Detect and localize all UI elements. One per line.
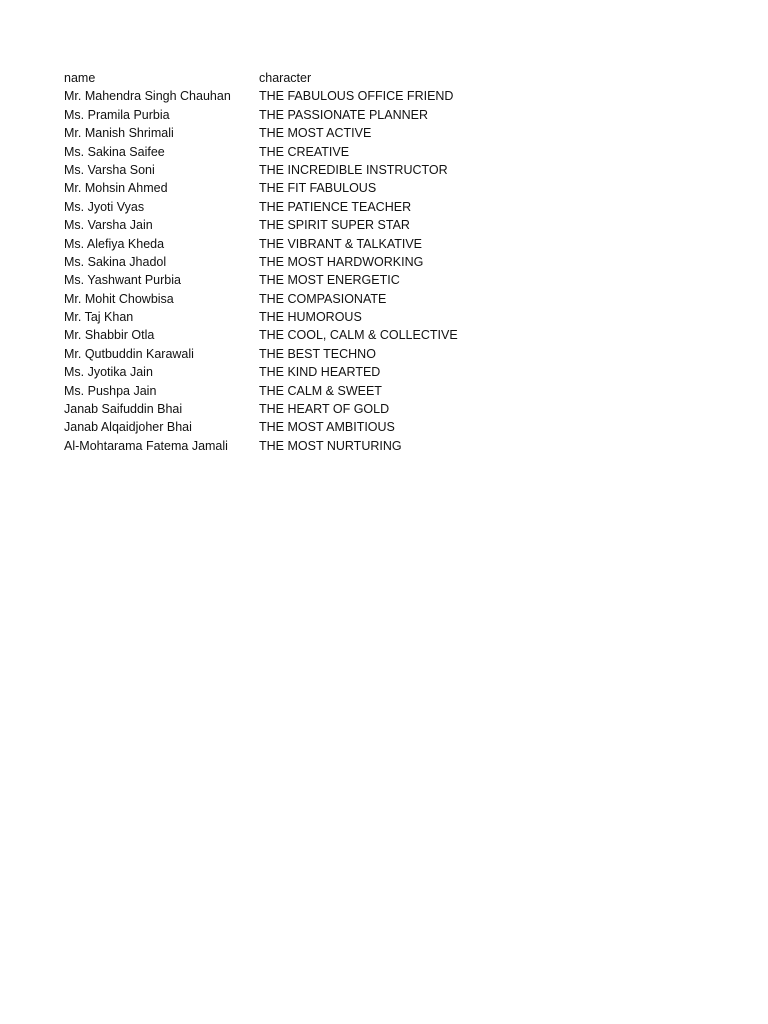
character-cell: THE MOST ENERGETIC <box>259 273 400 288</box>
header-row <box>64 69 704 87</box>
character-cell: THE KIND HEARTED <box>259 365 381 380</box>
table-row <box>64 235 704 253</box>
character-cell: THE HEART OF GOLD <box>259 402 390 417</box>
column-header-name: name <box>64 71 96 85</box>
table-row <box>64 345 704 363</box>
character-cell: THE COOL, CALM & COLLECTIVE <box>259 328 458 343</box>
table-row <box>64 253 704 271</box>
table-body <box>64 87 704 455</box>
table-row <box>64 437 704 455</box>
column-header-character: character <box>259 71 312 85</box>
table-row <box>64 308 704 326</box>
name-cell: Al-Mohtarama Fatema Jamali <box>64 438 228 453</box>
table-row <box>64 400 704 418</box>
table-row <box>64 124 704 142</box>
character-cell: THE INCREDIBLE INSTRUCTOR <box>259 162 448 177</box>
name-cell: Ms. Alefiya Kheda <box>64 236 165 251</box>
character-cell: THE PASSIONATE PLANNER <box>259 107 429 122</box>
table-row <box>64 418 704 436</box>
character-cell: THE COMPASIONATE <box>259 291 387 306</box>
character-cell: THE MOST NURTURING <box>259 438 402 453</box>
table-row <box>64 382 704 400</box>
table-row <box>64 326 704 344</box>
table-row <box>64 143 704 161</box>
name-cell: Ms. Yashwant Purbia <box>64 273 181 288</box>
name-cell: Mr. Manish Shrimali <box>64 126 174 141</box>
character-cell: THE CREATIVE <box>259 144 350 159</box>
name-cell: Mr. Taj Khan <box>64 310 134 325</box>
name-cell: Ms. Jyoti Vyas <box>64 199 145 214</box>
table-row <box>64 198 704 216</box>
character-cell: THE BEST TECHNO <box>259 346 376 361</box>
character-cell: THE FIT FABULOUS <box>259 181 377 196</box>
name-cell: Ms. Jyotika Jain <box>64 365 153 380</box>
name-cell: Mr. Shabbir Otla <box>64 328 155 343</box>
name-cell: Janab Alqaidjoher Bhai <box>64 420 192 435</box>
name-cell: Mr. Mahendra Singh Chauhan <box>64 89 231 104</box>
table-row <box>64 216 704 234</box>
character-cell: THE MOST ACTIVE <box>259 126 372 141</box>
character-cell: THE VIBRANT & TALKATIVE <box>259 236 423 251</box>
name-cell: Ms. Sakina Saifee <box>64 144 165 159</box>
table-row <box>64 161 704 179</box>
name-cell: Mr. Qutbuddin Karawali <box>64 346 194 361</box>
character-cell: THE PATIENCE TEACHER <box>259 199 412 214</box>
table-row <box>64 106 704 124</box>
character-cell: THE MOST AMBITIOUS <box>259 420 395 435</box>
name-cell: Mr. Mohsin Ahmed <box>64 181 168 196</box>
spreadsheet-table <box>64 69 704 455</box>
character-cell: THE MOST HARDWORKING <box>259 254 424 269</box>
name-cell: Ms. Sakina Jhadol <box>64 254 167 269</box>
name-cell: Ms. Pushpa Jain <box>64 383 157 398</box>
character-cell: THE HUMOROUS <box>259 310 362 325</box>
character-cell: THE FABULOUS OFFICE FRIEND <box>259 89 454 104</box>
table-row <box>64 290 704 308</box>
table-row <box>64 271 704 289</box>
table-row <box>64 363 704 381</box>
table-row <box>64 87 704 105</box>
character-cell: THE CALM & SWEET <box>259 383 382 398</box>
name-cell: Ms. Varsha Soni <box>64 162 155 177</box>
name-cell: Mr. Mohit Chowbisa <box>64 291 174 306</box>
name-cell: Janab Saifuddin Bhai <box>64 402 183 417</box>
character-cell: THE SPIRIT SUPER STAR <box>259 218 410 233</box>
name-cell: Ms. Varsha Jain <box>64 218 153 233</box>
table-row <box>64 179 704 197</box>
name-cell: Ms. Pramila Purbia <box>64 107 170 122</box>
